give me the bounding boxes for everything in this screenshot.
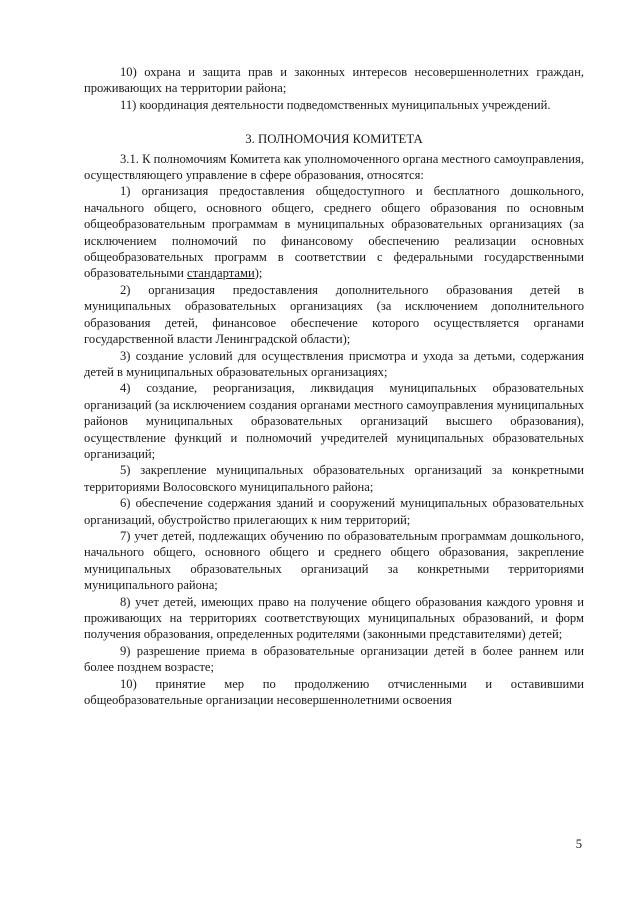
- standards-link-text: стандартами: [187, 266, 255, 281]
- list-item-1-text: 1) организация предоставления общедоступного и бесплатного дошкольного, начального общего, основного общего, среднего общего образования по основным общеобразовательным программам в муниципальных образовательных организациях (за исключением полномочий по финансовому обеспечению реализации основных общеобразовательных программ в соответствии с федеральными государственными образовательными: [84, 184, 584, 281]
- list-item-1-end: );: [254, 266, 263, 281]
- list-item-8: 8) учет детей, имеющих право на получение общего образования каждого уровня и проживающих на территориях соответствующих муниципальных образований, и форм получения образования, определенных родителями (законными представителями) детей;: [84, 594, 584, 642]
- document-body: [84, 64, 584, 708]
- list-item-3: 3) создание условий для осуществления присмотра и ухода за детьми, содержания детей в муниципальных образовательных организациях;: [84, 348, 584, 379]
- list-item-4: 4) создание, реорганизация, ликвидация муниципальных образовательных организаций (за исключением создания органами местного самоуправления муниципальных районов муниципальных образовательных организаций высшего образования), осуществление функций и полномочий учредителей муниципальных образовательных организаций;: [84, 381, 584, 461]
- list-item-2: 2) организация предоставления дополнительного образования детей в муниципальных образовательных организациях (за исключением дополнительного образования детей, финансовое обеспечение которого осуществляется органами государственной власти Ленинградской области);: [84, 282, 584, 347]
- list-item-10: 10) принятие мер по продолжению отчисленными и оставившими общеобразовательные организации несовершеннолетними освоения: [84, 676, 584, 708]
- paragraph-protection: 10) охрана и защита прав и законных интересов несовершеннолетних граждан, проживающих на территории района;: [84, 65, 584, 96]
- page-number: 5: [575, 837, 582, 851]
- list-item-5: 5) закрепление муниципальных образовательных организаций за конкретными территориями Волосовского муниципального района;: [84, 463, 584, 494]
- list-item-9: 9) разрешение приема в образовательные организации детей в более раннем или более позднем возрасте;: [84, 643, 584, 675]
- list-item-1: [84, 183, 584, 281]
- list-item-6: 6) обеспечение содержания зданий и сооружений муниципальных образовательных организаций, обустройство прилегающих к ним территорий;: [84, 496, 584, 527]
- section-title: 3. ПОЛНОМОЧИЯ КОМИТЕТА: [245, 132, 423, 147]
- paragraph-intro: 3.1. К полномочиям Комитета как уполномоченного органа местного самоуправления, осуществляющего управление в сфере образования, относятся:: [84, 151, 584, 183]
- list-item-7: 7) учет детей, подлежащих обучению по образовательным программам дошкольного, начального общего, основного общего и среднего общего образования, закрепление муниципальных образовательных организаций за конкретными территориями муниципального района;: [84, 528, 584, 593]
- paragraph-coordination: 11) координация деятельности подведомственных муниципальных учреждений.: [120, 97, 551, 112]
